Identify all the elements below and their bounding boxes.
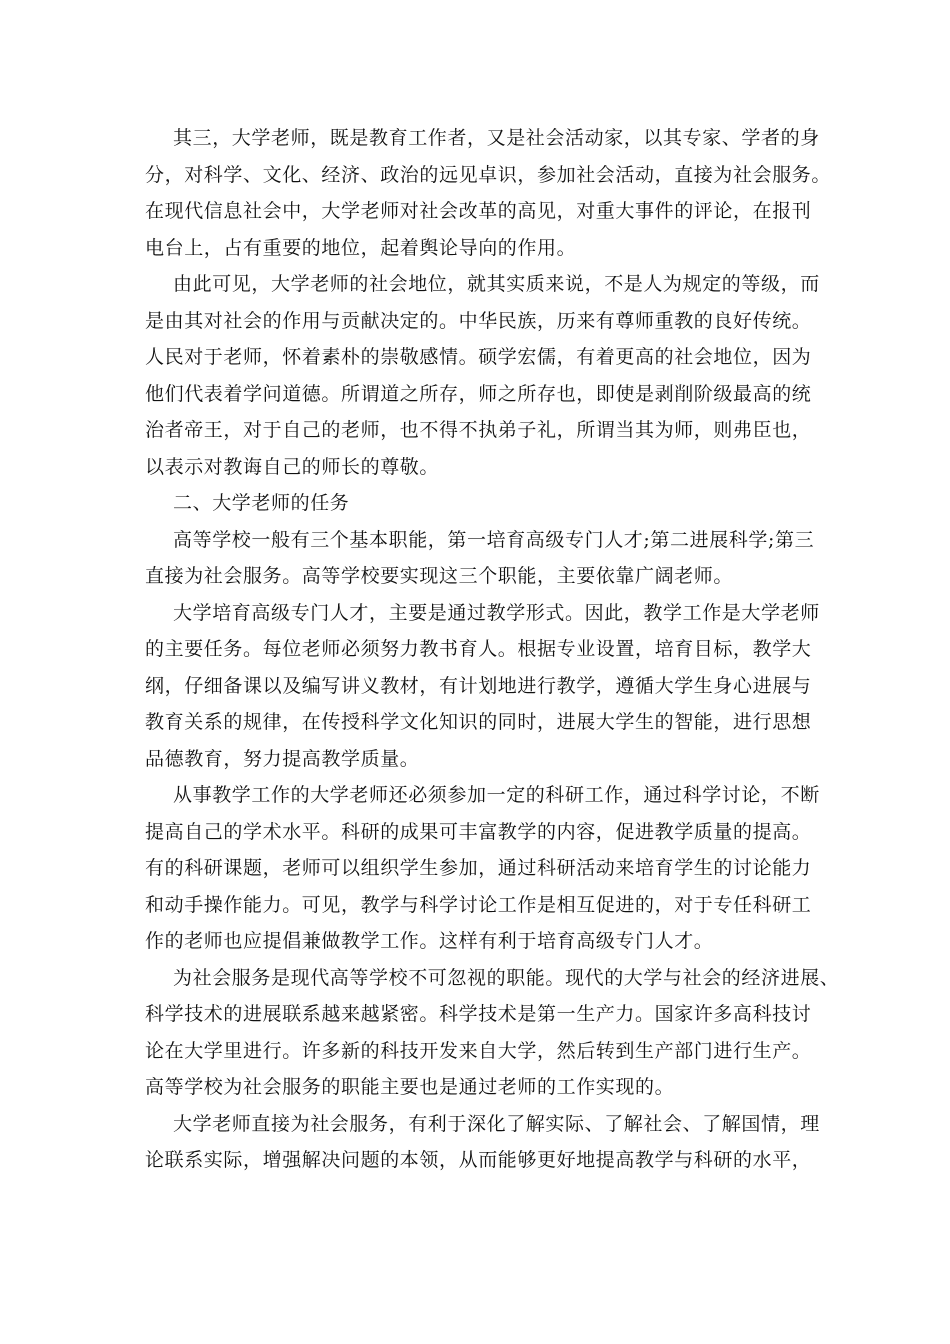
text-line: 在现代信息社会中，大学老师对社会改革的高见，对重大事件的评论，在报刊: [145, 200, 812, 222]
text-line: 高等学校一般有三个基本职能，第一培育高级专门人才;第二进展科学;第三: [173, 528, 815, 551]
text-line: 论联系实际，增强解决问题的本领，从而能够更好地提高教学与科研的水平，: [145, 1149, 812, 1171]
text-line: 直接为社会服务。高等学校要实现这三个职能，主要依靠广阔老师。: [145, 565, 734, 587]
text-line: 教育关系的规律，在传授科学文化知识的同时，进展大学生的智能，进行思想: [145, 711, 812, 733]
text-line: 高等学校为社会服务的职能主要也是通过老师的工作实现的。: [145, 1076, 675, 1098]
document-body: [145, 120, 840, 1179]
text-line: 为社会服务是现代高等学校不可忽视的职能。现代的大学与社会的经济进展、: [173, 966, 840, 989]
text-line: 治者帝王，对于自己的老师，也不得不执弟子礼，所谓当其为师，则弗臣也，: [145, 419, 812, 441]
text-line: 是由其对社会的作用与贡献决定的。中华民族，历来有尊师重教的良好传统。: [145, 309, 812, 332]
text-line: 的主要任务。每位老师必须努力教书育人。根据专业设置，培育目标，教学大: [145, 638, 812, 660]
text-line: 论在大学里进行。许多新的科技开发来自大学，然后转到生产部门进行生产。: [145, 1039, 812, 1062]
text-line: 从事教学工作的大学老师还必须参加一定的科研工作，通过科学讨论，不断: [173, 784, 820, 806]
text-line: 以表示对教诲自己的师长的尊敬。: [145, 455, 440, 478]
text-line: 品德教育，努力提高教学质量。: [145, 747, 420, 770]
text-line: 大学培育高级专门人才，主要是通过教学形式。因此，教学工作是大学老师: [173, 601, 820, 624]
text-line: 有的科研课题，老师可以组织学生参加，通过科研活动来培育学生的讨论能力: [145, 857, 812, 879]
text-line: 作的老师也应提倡兼做教学工作。这样有利于培育高级专门人才。: [145, 930, 714, 952]
text-line: 二、大学老师的任务: [173, 492, 350, 514]
text-line: 由此可见，大学老师的社会地位，就其实质来说，不是人为规定的等级，而: [173, 273, 820, 295]
text-line: 分，对科学、文化、经济、政治的远见卓识，参加社会活动，直接为社会服务。: [145, 163, 832, 186]
text-line: 其三，大学老师，既是教育工作者，又是社会活动家，以其专家、学者的身: [173, 127, 820, 149]
text-line: 人民对于老师，怀着素朴的崇敬感情。硕学宏儒，有着更高的社会地位，因为: [145, 346, 812, 368]
text-line: 提高自己的学术水平。科研的成果可丰富教学的内容，促进教学质量的提高。: [145, 820, 812, 843]
text-line: 他们代表着学问道德。所谓道之所存，师之所存也，即使是剥削阶级最高的统: [145, 382, 812, 405]
text-line: 科学技术的进展联系越来越紧密。科学技术是第一生产力。国家许多高科技讨: [145, 1003, 812, 1025]
text-line: 大学老师直接为社会服务，有利于深化了解实际、了解社会、了解国情，理: [173, 1112, 820, 1135]
text-line: 和动手操作能力。可见，教学与科学讨论工作是相互促进的，对于专任科研工: [145, 893, 812, 916]
text-line: 电台上，占有重要的地位，起着舆论导向的作用。: [145, 236, 577, 259]
text-line: 纲，仔细备课以及编写讲义教材，有计划地进行教学，遵循大学生身心进展与: [145, 674, 812, 697]
